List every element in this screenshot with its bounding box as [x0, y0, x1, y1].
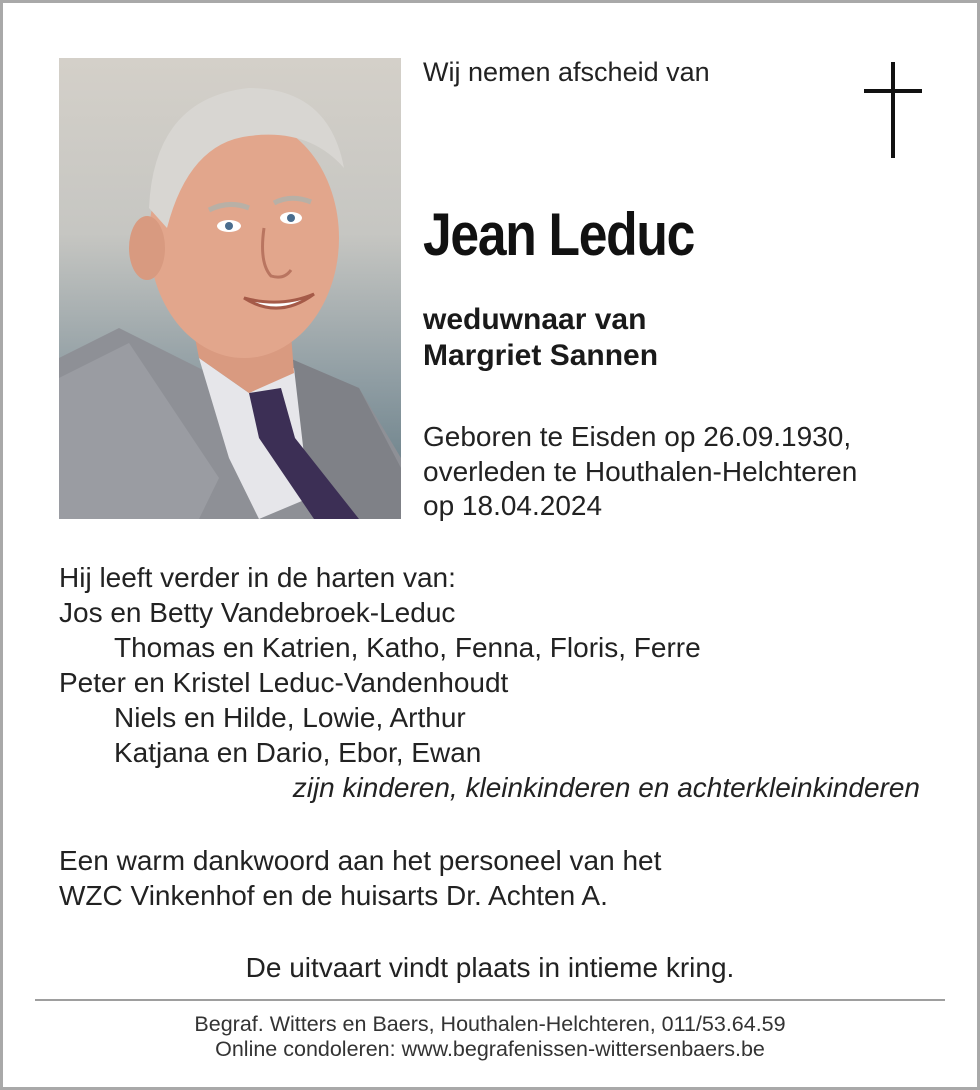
- death-line: overleden te Houthalen-Helchteren: [423, 455, 858, 487]
- thanks-line: Een warm dankwoord aan het personeel van het: [59, 845, 662, 876]
- cross-icon: [864, 62, 922, 158]
- thanks-line: WZC Vinkenhof en de huisarts Dr. Achten A.: [59, 880, 608, 911]
- death-date-line: op 18.04.2024: [423, 490, 603, 521]
- thanks-block: [59, 843, 661, 913]
- footer: [0, 1012, 980, 1062]
- survivors-list: [59, 560, 701, 770]
- funeral-notice: De uitvaart vindt plaats in intieme kring.: [245, 952, 735, 983]
- dates-block: [423, 420, 857, 524]
- undertaker-info: Begraf. Witters en Baers, Houthalen-Helchteren, 011/53.64.59: [194, 1012, 786, 1036]
- deceased-name: Jean Leduc: [423, 201, 695, 268]
- birth-line: Geboren te Eisden op 26.09.1930,: [423, 421, 852, 452]
- spouse-block: [423, 302, 658, 374]
- portrait-photo: [59, 58, 401, 519]
- family-line: Peter en Kristel Leduc-Vandenhoudt: [59, 667, 509, 698]
- survivors-heading: Hij leeft verder in de harten van:: [59, 562, 456, 593]
- grandchildren-line: Thomas en Katrien, Katho, Fenna, Floris, Ferre: [114, 632, 701, 663]
- spouse-label: weduwnaar van: [423, 303, 647, 336]
- spouse-name: Margriet Sannen: [423, 339, 659, 372]
- relation-caption: zijn kinderen, kleinkinderen en achterkleinkinderen: [292, 772, 920, 803]
- grandchildren-line: Niels en Hilde, Lowie, Arthur: [114, 702, 466, 733]
- family-line: Jos en Betty Vandebroek-Leduc: [59, 597, 456, 628]
- condolence-link[interactable]: Online condoleren: www.begrafenissen-wittersenbaers.be: [215, 1037, 765, 1061]
- grandchildren-line: Katjana en Dario, Ebor, Ewan: [114, 737, 482, 768]
- footer-divider: [35, 999, 945, 1001]
- intro-text: Wij nemen afscheid van: [423, 57, 710, 87]
